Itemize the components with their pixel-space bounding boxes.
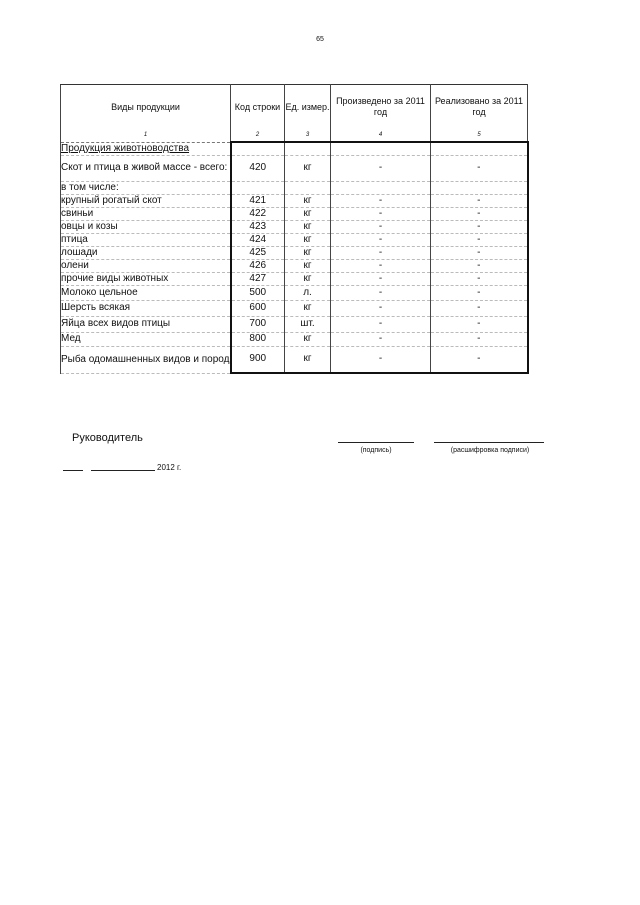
row-name: прочие виды животных — [61, 272, 231, 285]
row-code: 426 — [231, 259, 285, 272]
row-code: 421 — [231, 194, 285, 207]
row-produced: - — [331, 259, 431, 272]
date-day-blank — [63, 470, 83, 471]
row-name: олени — [61, 259, 231, 272]
row-unit: кг — [285, 272, 331, 285]
row-produced: - — [331, 194, 431, 207]
row-produced — [331, 181, 431, 194]
row-produced: - — [331, 300, 431, 316]
date-month-blank — [91, 470, 155, 471]
row-code — [231, 181, 285, 194]
row-produced: - — [331, 155, 431, 181]
row-produced: - — [331, 332, 431, 346]
row-code: 900 — [231, 346, 285, 373]
row-sold: - — [431, 194, 528, 207]
row-name: в том числе: — [61, 181, 231, 194]
row-name: птица — [61, 233, 231, 246]
row-sold: - — [431, 272, 528, 285]
row-sold: - — [431, 332, 528, 346]
row-sold: - — [431, 207, 528, 220]
row-code: 600 — [231, 300, 285, 316]
row-produced: - — [331, 246, 431, 259]
row-code: 800 — [231, 332, 285, 346]
column-number: 1 — [61, 129, 231, 142]
livestock-production-table — [60, 84, 529, 374]
category-title: Продукция животноводства — [61, 142, 190, 154]
signature-caption: (подпись) — [360, 447, 392, 454]
column-number: 3 — [285, 129, 331, 142]
row-name: Мед — [61, 332, 231, 346]
row-sold: - — [431, 300, 528, 316]
row-unit: л. — [285, 285, 331, 300]
row-code: 427 — [231, 272, 285, 285]
row-name: Яйца всех видов птицы — [61, 316, 231, 332]
row-code: 420 — [231, 155, 285, 181]
row-sold: - — [431, 233, 528, 246]
row-unit: шт. — [285, 316, 331, 332]
row-name: овцы и козы — [61, 220, 231, 233]
row-produced: - — [331, 316, 431, 332]
row-code: 424 — [231, 233, 285, 246]
row-code: 422 — [231, 207, 285, 220]
row-sold: - — [431, 220, 528, 233]
row-code — [231, 142, 285, 155]
date-year: 2012 г. — [157, 463, 182, 472]
column-number: 5 — [431, 129, 528, 142]
row-name: Молоко цельное — [61, 285, 231, 300]
row-sold: - — [431, 316, 528, 332]
header-unit: Ед. измер. — [285, 85, 331, 130]
signature-line — [338, 442, 414, 443]
row-unit: кг — [285, 259, 331, 272]
row-produced: - — [331, 220, 431, 233]
header-product-type: Виды продукции — [61, 85, 231, 130]
signature-decode-line — [434, 442, 544, 443]
row-produced: - — [331, 285, 431, 300]
manager-label: Руководитель — [72, 432, 143, 444]
row-produced: - — [331, 272, 431, 285]
row-produced: - — [331, 233, 431, 246]
row-code: 500 — [231, 285, 285, 300]
row-unit: кг — [285, 207, 331, 220]
row-unit — [285, 142, 331, 155]
header-produced: Произведено за 2011 год — [331, 85, 431, 130]
row-unit: кг — [285, 194, 331, 207]
row-unit: кг — [285, 220, 331, 233]
row-sold: - — [431, 155, 528, 181]
row-name: Шерсть всякая — [61, 300, 231, 316]
row-unit: кг — [285, 346, 331, 373]
page-number: 65 — [316, 36, 324, 43]
row-sold — [431, 181, 528, 194]
row-code: 700 — [231, 316, 285, 332]
row-unit: кг — [285, 246, 331, 259]
row-produced: - — [331, 346, 431, 373]
header-row-code: Код строки — [231, 85, 285, 130]
row-name: свиньи — [61, 207, 231, 220]
row-code: 423 — [231, 220, 285, 233]
column-number: 2 — [231, 129, 285, 142]
signature-decode-caption: (расшифровка подписи) — [450, 447, 530, 454]
row-unit: кг — [285, 155, 331, 181]
row-sold: - — [431, 285, 528, 300]
header-sold: Реализовано за 2011 год — [431, 85, 528, 130]
row-unit: кг — [285, 233, 331, 246]
row-sold: - — [431, 346, 528, 373]
row-produced: - — [331, 207, 431, 220]
row-sold: - — [431, 259, 528, 272]
row-unit: кг — [285, 332, 331, 346]
row-produced — [331, 142, 431, 155]
row-name: лошади — [61, 246, 231, 259]
row-unit: кг — [285, 300, 331, 316]
row-code: 425 — [231, 246, 285, 259]
row-sold: - — [431, 246, 528, 259]
row-name: Скот и птица в живой массе - всего: — [61, 155, 231, 181]
row-name: крупный рогатый скот — [61, 194, 231, 207]
row-name: Рыба одомашненных видов и пород — [61, 346, 231, 373]
row-unit — [285, 181, 331, 194]
row-sold — [431, 142, 528, 155]
column-number: 4 — [331, 129, 431, 142]
